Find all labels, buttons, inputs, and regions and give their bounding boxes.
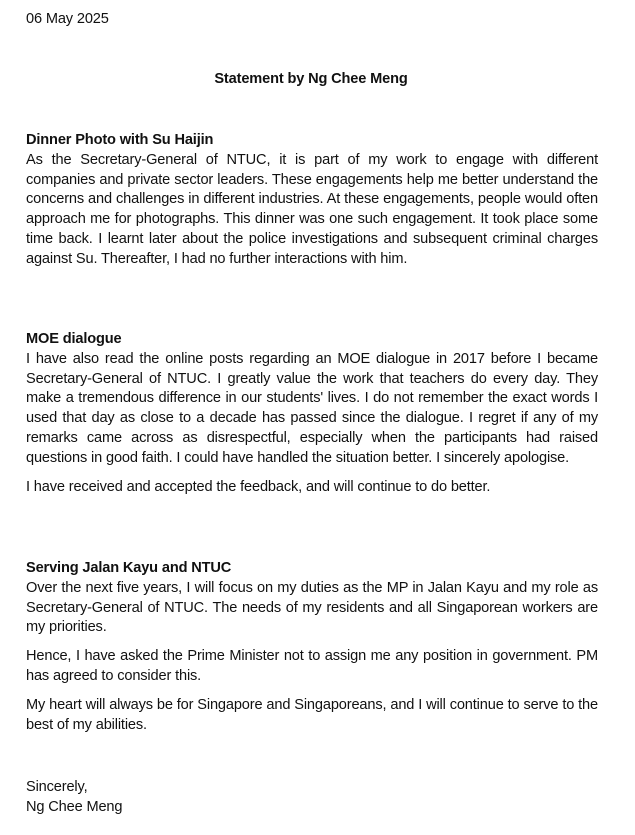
document-date: 06 May 2025 bbox=[26, 11, 109, 27]
section-paragraph: Hence, I have asked the Prime Minister not to assign me any position in government. PM has agreed to consider this. bbox=[26, 648, 598, 684]
closing-block bbox=[26, 778, 122, 818]
section-paragraph: My heart will always be for Singapore and Singaporeans, and I will continue to serve to the best of my abilities. bbox=[26, 696, 598, 733]
document-title: Statement by Ng Chee Meng bbox=[214, 71, 408, 87]
section-heading: MOE dialogue bbox=[26, 331, 122, 347]
section-heading: Serving Jalan Kayu and NTUC bbox=[26, 560, 232, 576]
section-paragraph: As the Secretary-General of NTUC, it is part of my work to engage with different companies and private sector leaders. These engagements help me better understand the concerns and challenges in different industries. At these engagements, people would often approach me for photographs. This dinner was one such engagement. It took place some time back. I learnt later about the police investigations and subsequent criminal charges against Su. Thereafter, I had no further interactions with him. bbox=[26, 151, 598, 267]
signature: Ng Chee Meng bbox=[26, 798, 123, 815]
section-dinner-photo bbox=[26, 131, 598, 279]
valediction: Sincerely, bbox=[26, 779, 88, 795]
section-moe-dialogue bbox=[26, 330, 598, 506]
section-heading: Dinner Photo with Su Haijin bbox=[26, 132, 214, 148]
section-paragraph: I have received and accepted the feedback, and will continue to do better. bbox=[26, 478, 491, 495]
section-serving-jalan-kayu bbox=[26, 559, 598, 744]
section-paragraph: I have also read the online posts regarding an MOE dialogue in 2017 before I became Secretary-General of NTUC. I greatly value the work that teachers do every day. They make a tremendous difference in our students' lives. I do not remember the exact words I used that day as close to a decade has passed since the dialogue. I regret if any of my remarks came across as disrespectful, especially when the participants had raised questions in good faith. I could have handled the situation better. I sincerely apologise. bbox=[26, 350, 598, 466]
section-paragraph: Over the next five years, I will focus on my duties as the MP in Jalan Kayu and my role as Secretary-General of NTUC. The needs of my residents and all Singaporean workers are my priorities. bbox=[26, 579, 598, 636]
